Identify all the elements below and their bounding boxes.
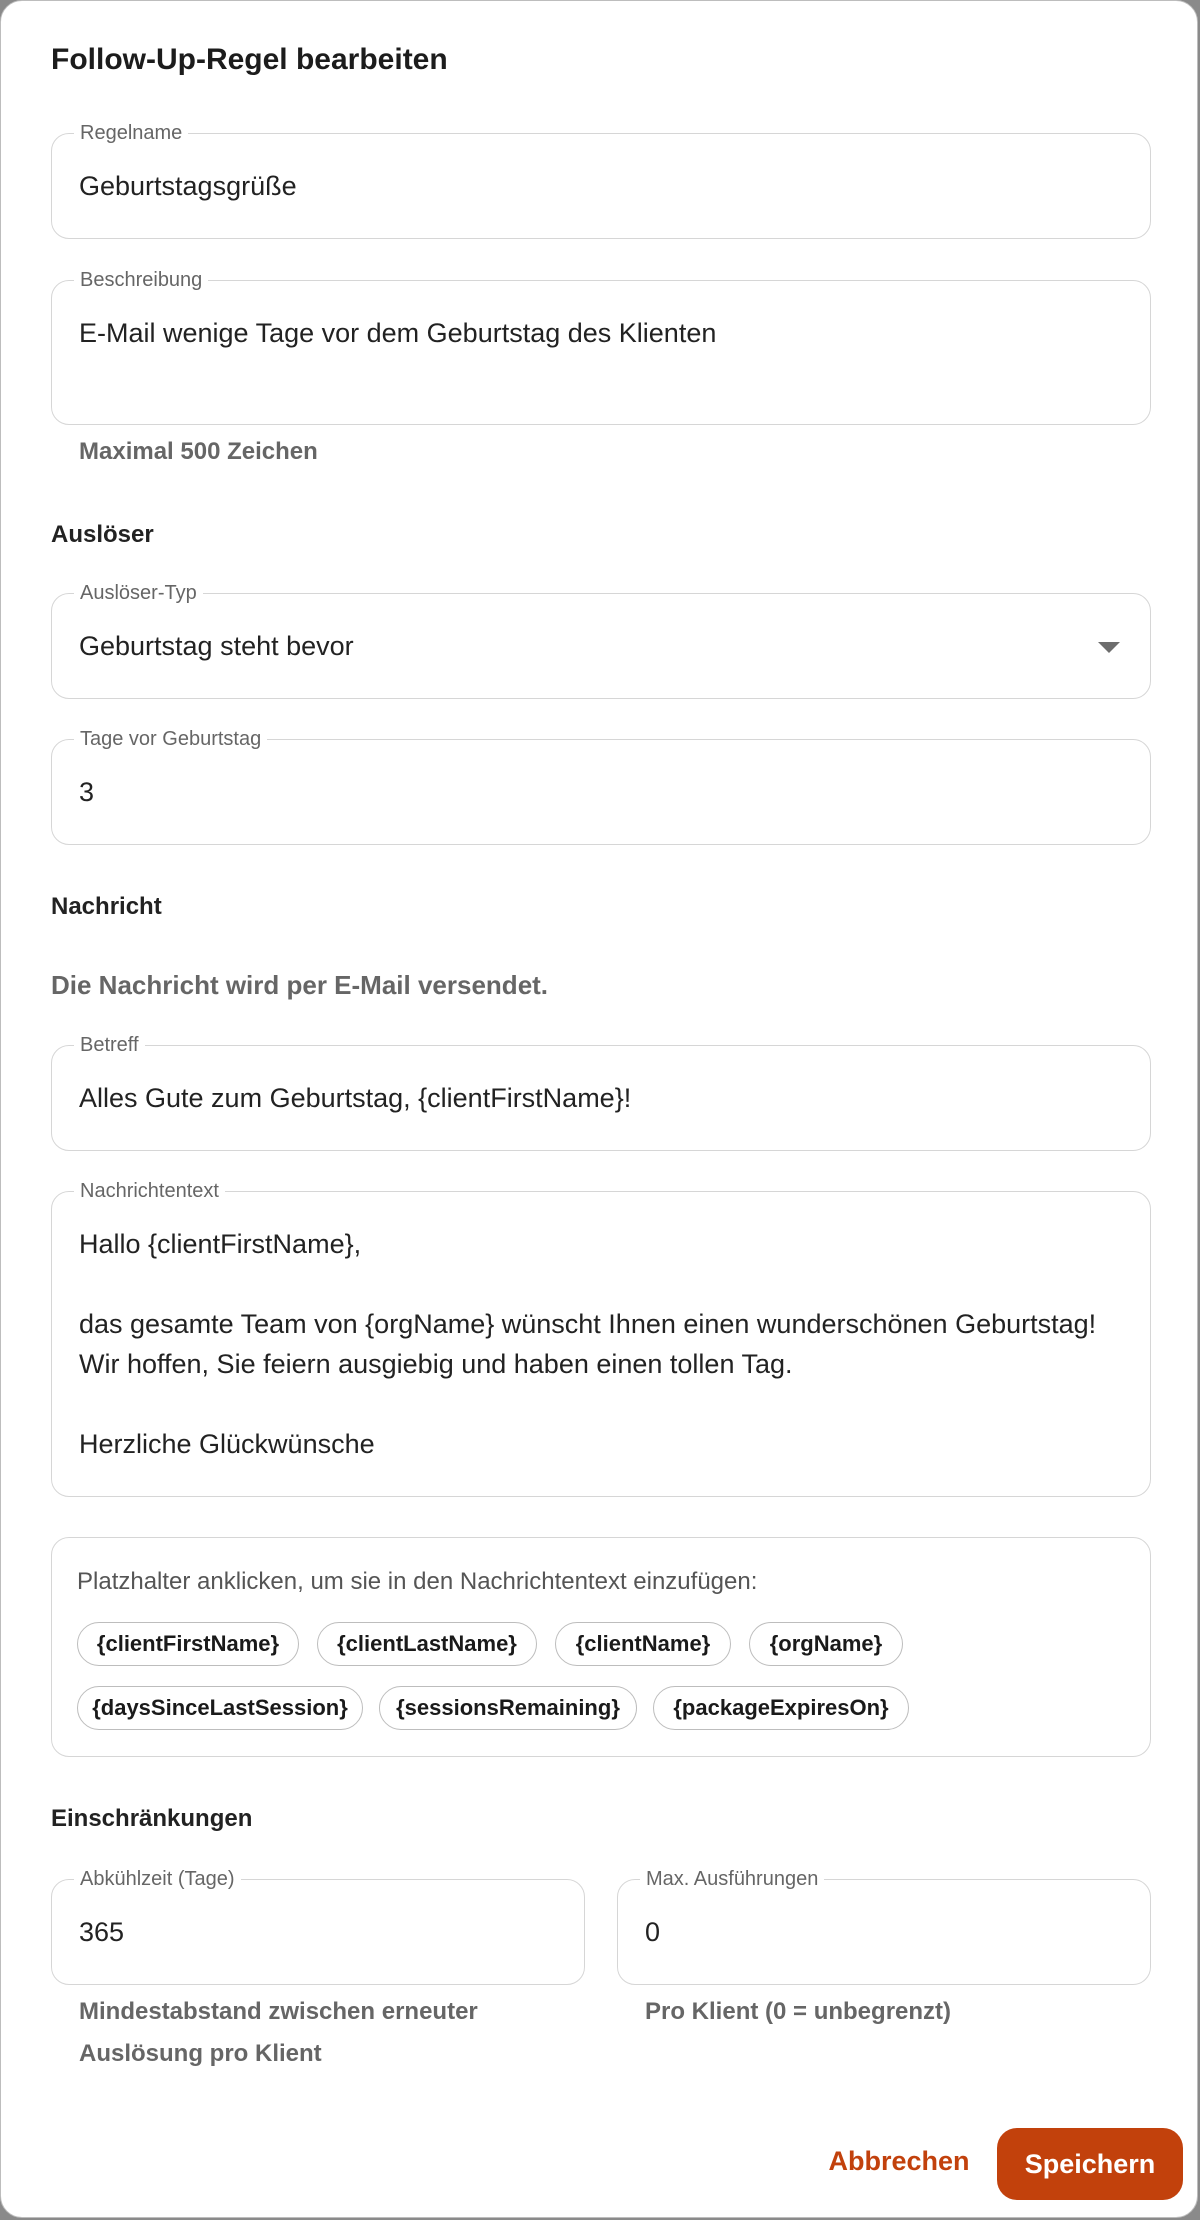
rule-name-value: Geburtstagsgrüße [79,171,297,201]
save-button[interactable]: Speichern [997,2128,1183,2200]
message-body-line: das gesamte Team von {orgName} wünscht Ihnen einen wunderschönen Geburtstag! [79,1309,1097,1339]
max-runs-helper: Pro Klient (0 = unbegrenzt) [645,1998,952,2025]
placeholder-panel [51,1537,1151,1757]
placeholder-chip-package-expires-on[interactable]: {packageExpiresOn} [653,1686,909,1730]
max-runs-label: Max. Ausführungen [640,1867,824,1891]
cooldown-days-label: Abkühlzeit (Tage) [74,1867,241,1891]
message-section-heading: Nachricht [51,893,162,920]
max-runs-field[interactable] [617,1868,1151,1985]
placeholder-chip-org-name[interactable]: {orgName} [749,1622,903,1666]
dialog-title: Follow-Up-Regel bearbeiten [51,43,448,76]
placeholder-chip-client-name[interactable]: {clientName} [555,1622,731,1666]
cooldown-helper-line-1: Mindestabstand zwischen erneuter [79,1998,478,2025]
message-body-line: Herzliche Glückwünsche [79,1429,375,1459]
message-body-line: Hallo {clientFirstName}, [79,1229,362,1259]
message-body-line: Wir hoffen, Sie feiern ausgiebig und haben einen tollen Tag. [79,1349,793,1379]
cooldown-days-value: 365 [79,1917,125,1947]
message-body-field[interactable] [51,1180,1151,1497]
cancel-button[interactable]: Abbrechen [828,2146,970,2176]
dropdown-arrow-icon[interactable] [1098,642,1120,653]
trigger-type-value: Geburtstag steht bevor [79,631,354,661]
subject-field[interactable] [51,1034,1151,1151]
days-before-birthday-label: Tage vor Geburtstag [74,727,267,751]
max-runs-value: 0 [645,1917,661,1947]
trigger-type-label: Auslöser-Typ [74,581,203,605]
cooldown-days-field[interactable] [51,1868,585,1985]
trigger-section-heading: Auslöser [51,521,154,548]
message-channel-note: Die Nachricht wird per E-Mail versendet. [51,970,549,1000]
description-field[interactable] [51,269,1151,425]
rule-name-label: Regelname [74,121,188,145]
description-value: E-Mail wenige Tage vor dem Geburtstag des Klienten [79,318,717,348]
description-label: Beschreibung [74,268,208,292]
placeholder-intro: Platzhalter anklicken, um sie in den Nachrichtentext einzufügen: [77,1568,758,1595]
description-helper: Maximal 500 Zeichen [79,438,318,465]
days-before-birthday-value: 3 [79,777,95,807]
placeholder-chip-sessions-remaining[interactable]: {sessionsRemaining} [379,1686,637,1730]
subject-label: Betreff [74,1033,145,1057]
message-body-label: Nachrichtentext [74,1179,225,1203]
placeholder-chip-client-last-name[interactable]: {clientLastName} [317,1622,537,1666]
placeholder-chip-client-first-name[interactable]: {clientFirstName} [77,1622,299,1666]
days-before-birthday-field[interactable] [51,728,1151,845]
subject-value: Alles Gute zum Geburtstag, {clientFirstName}! [79,1083,632,1113]
placeholder-chip-days-since-last-session[interactable]: {daysSinceLastSession} [77,1686,363,1730]
limits-section-heading: Einschränkungen [51,1805,253,1832]
rule-name-field[interactable] [51,122,1151,239]
trigger-type-select[interactable] [51,582,1151,699]
cooldown-helper-line-2: Auslösung pro Klient [79,2040,322,2067]
